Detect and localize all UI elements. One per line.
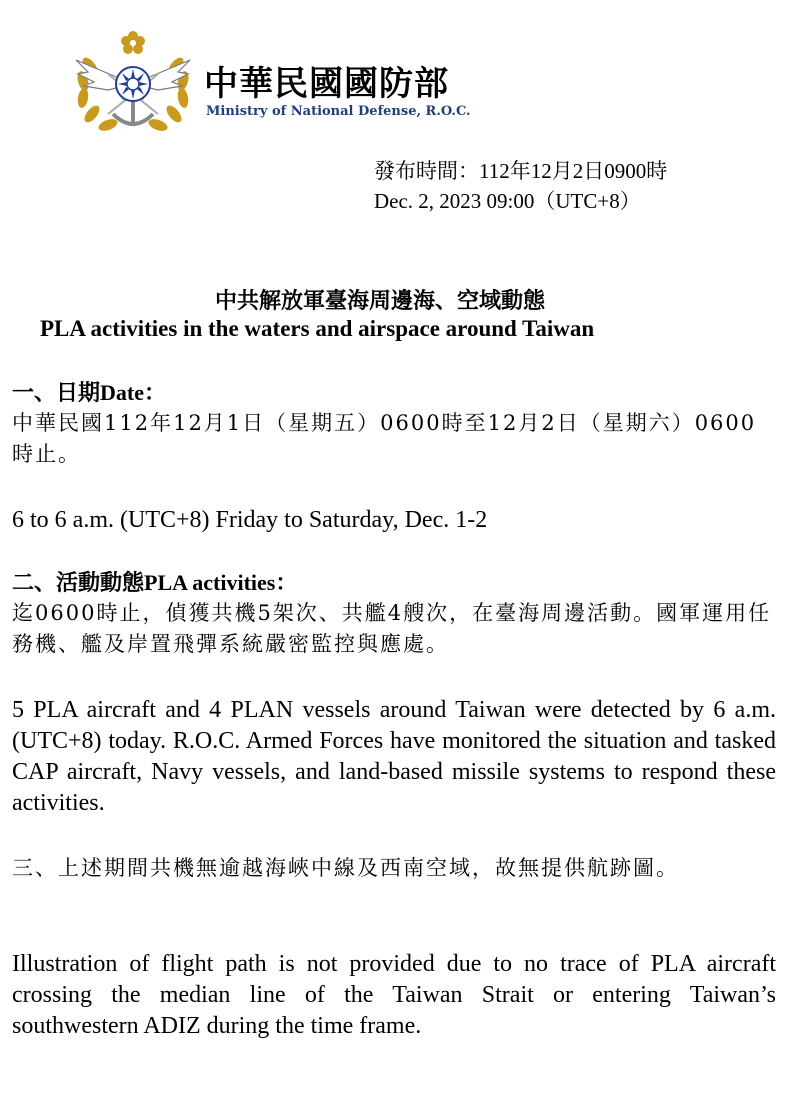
mnd-emblem-icon: [68, 26, 198, 138]
section-activities-en: [12, 695, 776, 819]
section-activities-text-en: 5 PLA aircraft and 4 PLAN vessels around Taiwan were detected by 6 a.m.(UTC+8) today. R.O.C. Armed Forces have monitored the situation and tasked CAP aircraft, Navy vessels, and land-based missile systems to respond these activities.: [12, 697, 776, 816]
section-activities-text-zh: 迄0600時止，偵獲共機5架次、共艦4艘次，在臺海周邊活動。國軍運用任務機、艦及岸置飛彈系統嚴密監控與應處。: [12, 601, 772, 656]
section-activities: [12, 568, 776, 660]
section-flight-path: [12, 853, 776, 884]
section-date-text-zh: 中華民國112年12月1日（星期五）0600時至12月2日（星期六）0600時止。: [12, 411, 757, 466]
letterhead: [68, 26, 508, 138]
release-time-en: Dec. 2, 2023 09:00（UTC+8）: [374, 189, 641, 213]
section-date-text-en: 6 to 6 a.m. (UTC+8) Friday to Saturday, Dec. 1-2: [12, 507, 488, 533]
section-date-en: [12, 505, 776, 536]
release-time-zh: 發布時間：112年12月2日0900時: [374, 159, 668, 183]
document-title-zh: 中共解放軍臺海周邊海、空域動態: [214, 288, 545, 314]
section-flight-path-en: [12, 949, 776, 1042]
section-activities-heading: 二、活動動態PLA activities：: [12, 570, 298, 595]
organization-name-en: Ministry of National Defense, R.O.C.: [206, 104, 471, 119]
section-date-heading: 一、日期Date：: [12, 380, 166, 405]
section-flight-path-text-en: Illustration of flight path is not provided due to no trace of PLA aircraft crossing the median line of the Taiwan Strait or entering Taiwan’s southwestern ADIZ during the time frame.: [12, 951, 776, 1039]
section-date: [12, 378, 776, 470]
document-title-en: PLA activities in the waters and airspace around Taiwan: [40, 316, 595, 341]
organization-name-zh: 中華民國國防部: [204, 64, 449, 104]
release-time: [374, 156, 667, 216]
section-flight-path-text-zh: 三、上述期間共機無逾越海峽中線及西南空域，故無提供航跡圖。: [12, 856, 679, 880]
